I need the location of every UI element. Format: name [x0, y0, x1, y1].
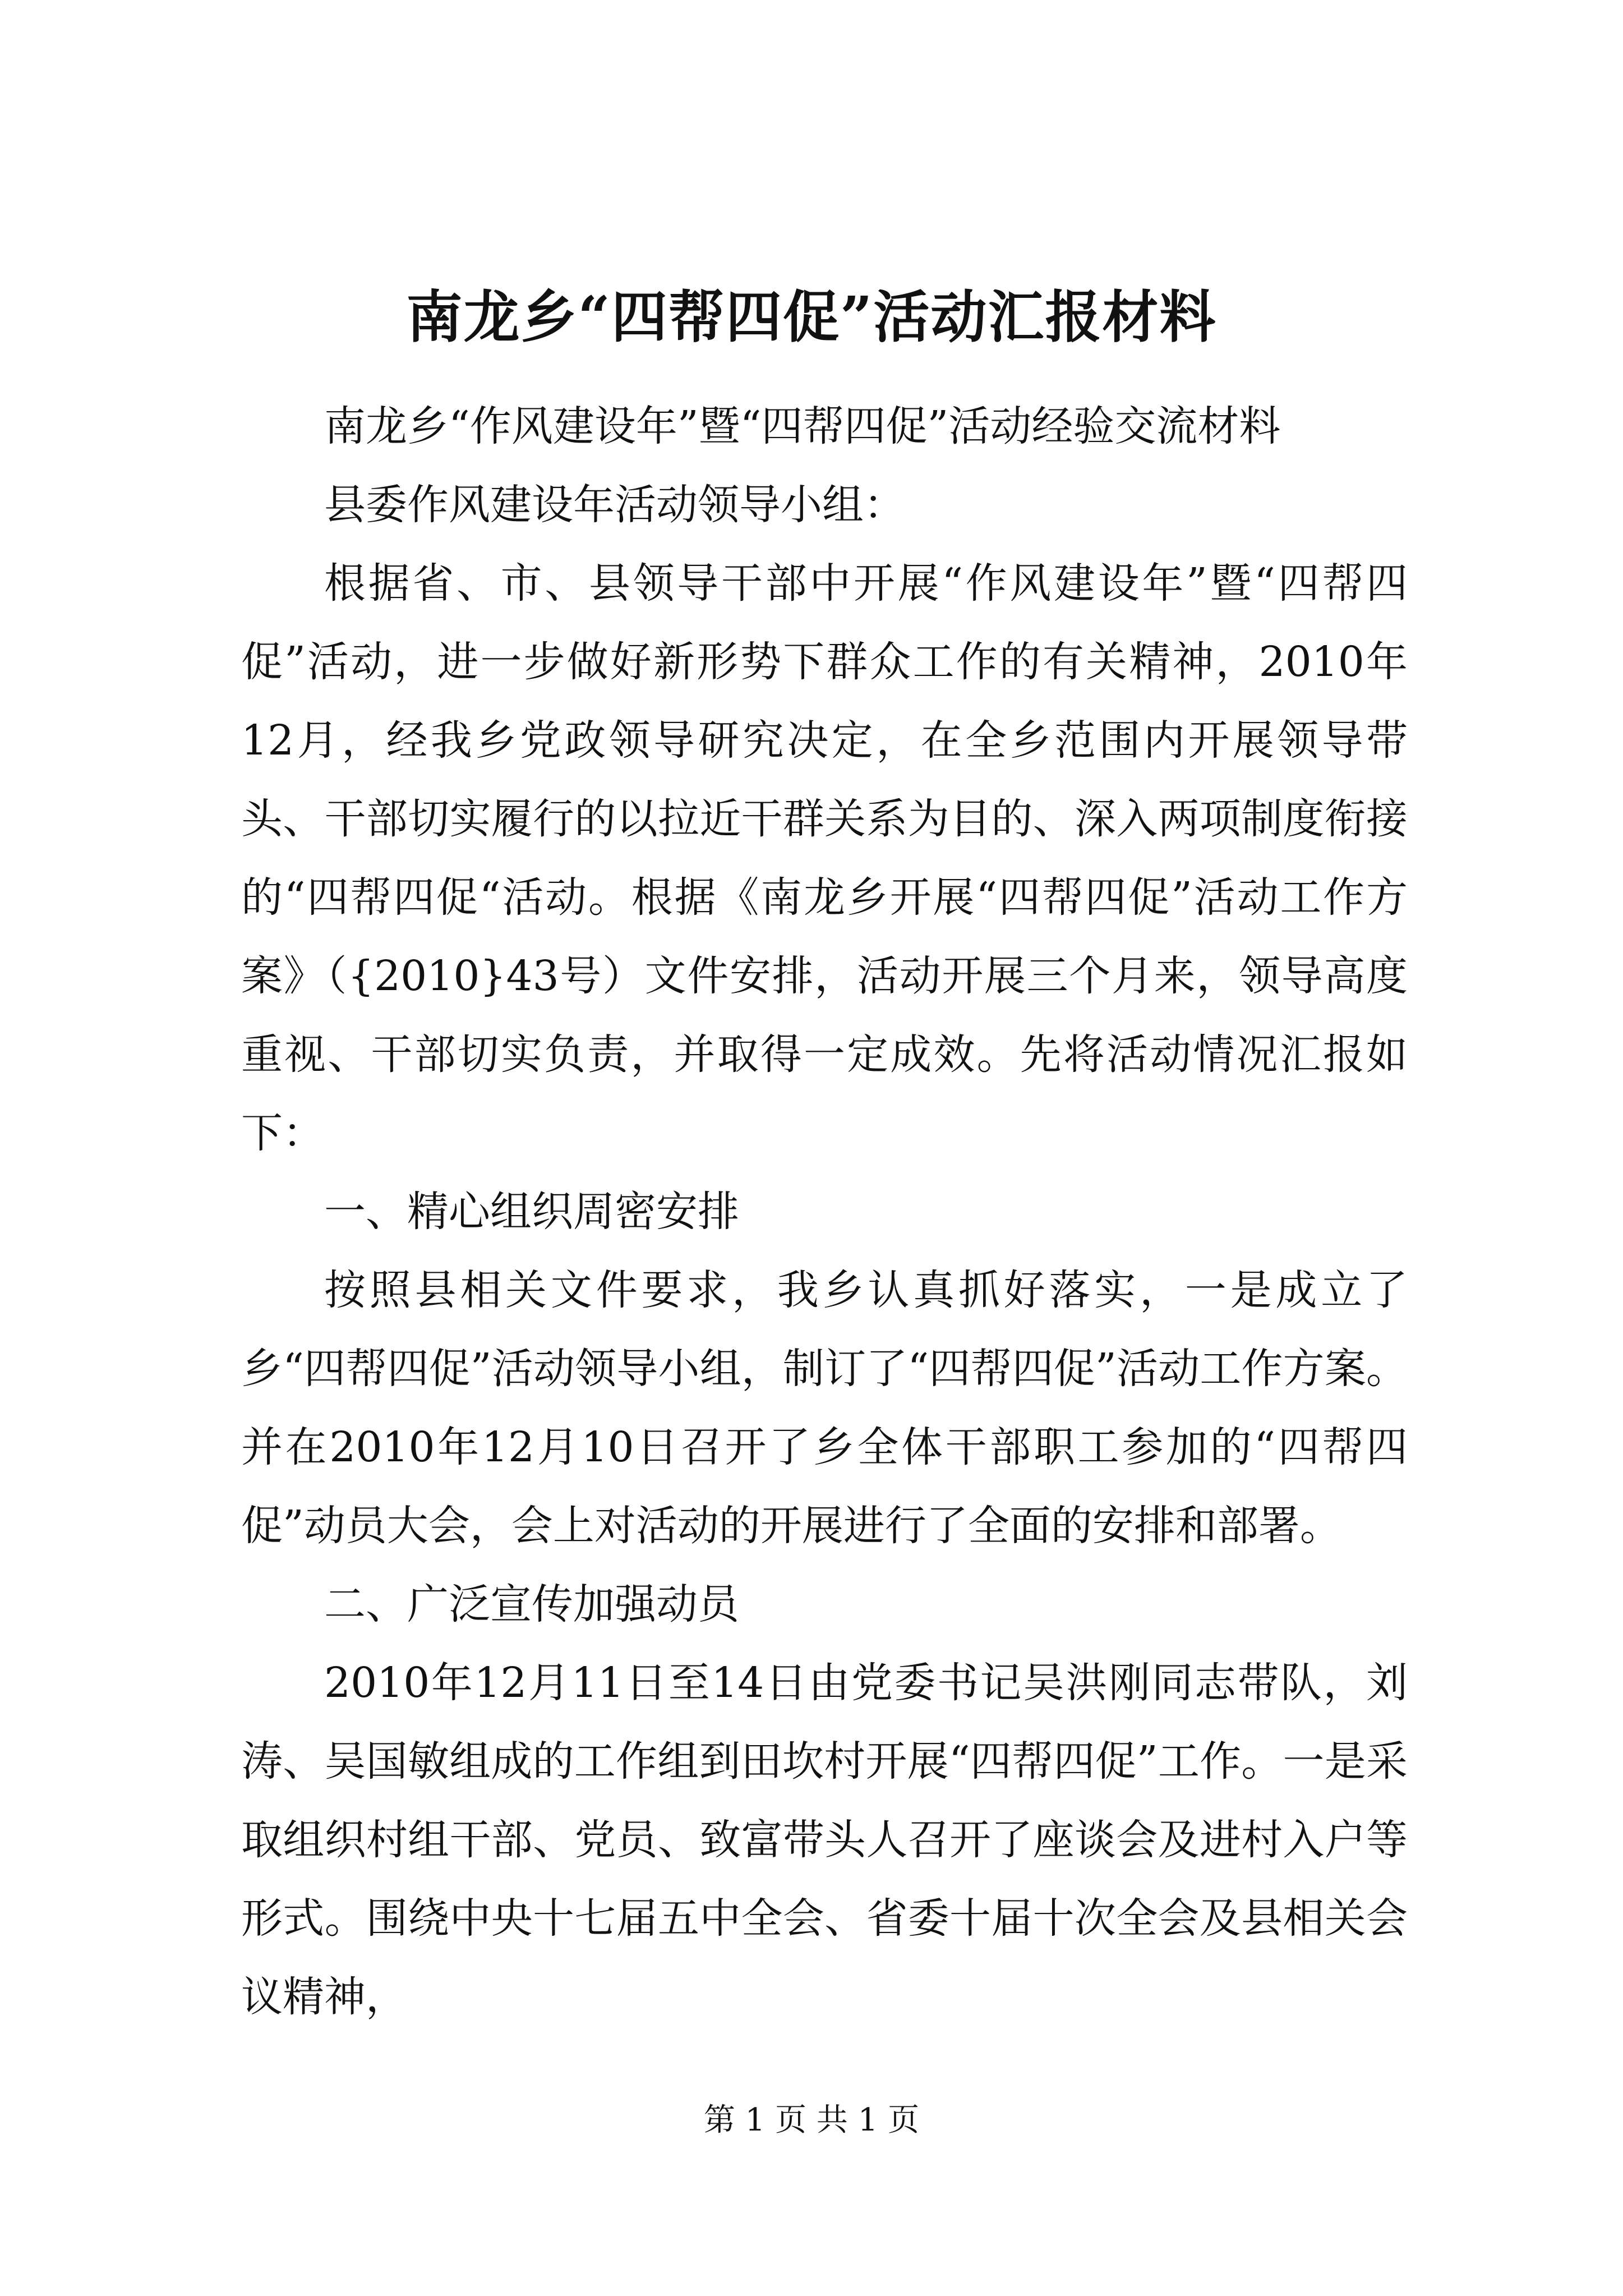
subtitle-paragraph: 南龙乡“作风建设年”暨“四帮四促”活动经验交流材料 [324, 402, 1281, 450]
body-paragraph: 2010年12月11日至14日由党委书记吴洪刚同志带队，刘涛、吴国敏组成的工作组到田坎村开展“四帮四促”工作。一是采取组织村组干部、党员、致富带头人召开了座谈会及进村入户等形式。围绕中央十七届五中全会、省委十届十次全会及县相关会议精神， [241, 1659, 1408, 2021]
body-paragraph: 按照县相关文件要求，我乡认真抓好落实，一是成立了乡“四帮四促”活动领导小组，制订了“四帮四促”活动工作方案。并在2010年12月10日召开了乡全体干部职工参加的“四帮四促”动员大会，会上对活动的开展进行了全面的安排和部署。 [241, 1266, 1408, 1550]
document-body [241, 387, 1408, 2036]
document-title: 南龙乡“四帮四促”活动汇报材料 [406, 284, 1217, 350]
section-heading: 一、精心组织周密安排 [324, 1188, 739, 1236]
body-paragraph: 根据省、市、县领导干部中开展“作风建设年”暨“四帮四促”活动，进一步做好新形势下群众工作的有关精神，2010年12月，经我乡党政领导研究决定，在全乡范围内开展领导带头、干部切实履行的以拉近干群关系为目的、深入两项制度衔接的“四帮四促“活动。根据《南龙乡开展“四帮四促”活动工作方案》（{2010}43号）文件安排，活动开展三个月来，领导高度重视、干部切实负责，并取得一定成效。先将活动情况汇报如下： [241, 559, 1408, 1157]
page-footer: 第 1 页 共 1 页 [703, 2102, 920, 2138]
section-heading: 二、广泛宣传加强动员 [324, 1580, 739, 1628]
salutation-paragraph: 县委作风建设年活动领导小组： [324, 481, 905, 529]
